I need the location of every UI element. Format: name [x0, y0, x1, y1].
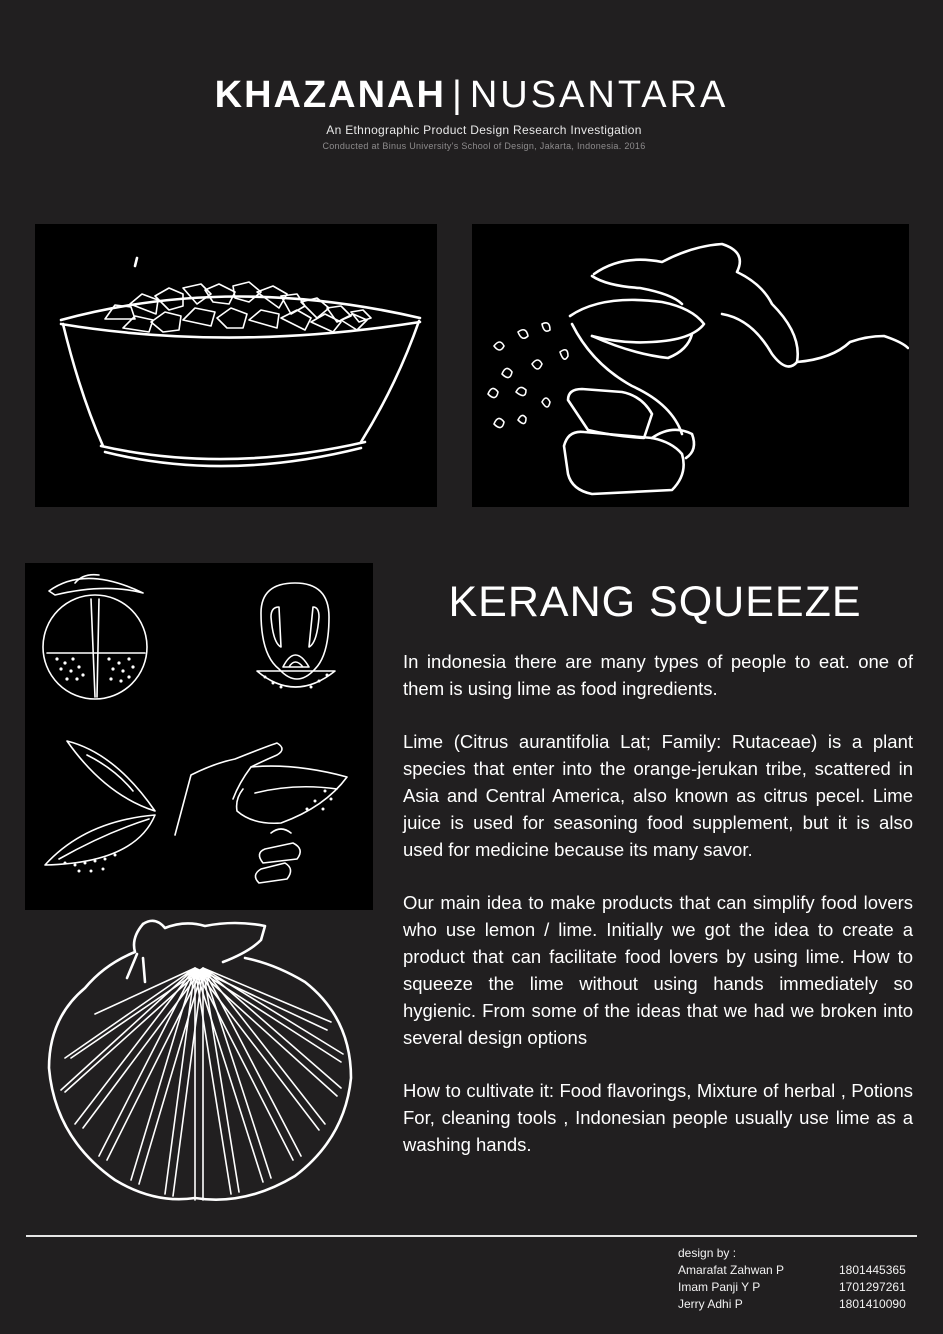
- paragraph-lime: Lime (Citrus aurantifolia Lat; Family: Rutaceae) is a plant species that enter into the orange-jerukan tribe, scattered in Asia and Central America, also known as citrus pecel. Lime juice is used for seasoning food supplement, but it is also used for medicine because its many savor.: [403, 731, 913, 860]
- brand-separator: |: [451, 74, 464, 116]
- shell-sketch-panel: [35, 918, 365, 1210]
- designer-id: 1801445365: [839, 1263, 906, 1277]
- shell-sketch-image: [35, 918, 365, 1210]
- brand-khazanah: KHAZANAH: [214, 74, 446, 116]
- footer-divider: [26, 1235, 917, 1237]
- paragraph-cultivate: How to cultivate it: Food flavorings, Mixture of herbal , Potions For, cleaning tools , Indonesian people usually use lime as a washing hands.: [403, 1080, 913, 1155]
- credits: [678, 1245, 914, 1313]
- credit-row: [678, 1262, 914, 1279]
- designer-name: Amarafat Zahwan P: [678, 1263, 785, 1277]
- concept-sketch-panel: [25, 563, 373, 910]
- hand-sketch-image: [472, 224, 909, 507]
- subtitle: An Ethnographic Product Design Research Investigation: [326, 123, 642, 137]
- brand-title: [0, 72, 943, 118]
- credit-row: [678, 1279, 914, 1296]
- designer-name: Jerry Adhi P: [678, 1297, 743, 1311]
- paragraph-intro: In indonesia there are many types of people to eat. one of them is using lime as food ingredients.: [403, 651, 913, 699]
- hand-sketch-panel: [472, 224, 909, 507]
- designer-id: 1701297261: [839, 1280, 906, 1294]
- paragraph-idea: Our main idea to make products that can simplify food lovers who use lemon / lime. Initially we got the idea to create a product that can facilitate food lovers by using lime. How to squeeze the lime without using hands immediately so hygienic. From some of the ideas that we had we broken into several design options: [403, 892, 913, 1048]
- credits-label: design by :: [678, 1246, 737, 1260]
- designer-name: Imam Panji Y P: [678, 1280, 761, 1294]
- credit-row: [678, 1296, 914, 1313]
- article-body: [403, 648, 913, 1158]
- bowl-sketch-image: [35, 224, 437, 507]
- brand-nusantara: NUSANTARA: [469, 74, 729, 116]
- designer-id: 1801410090: [839, 1297, 906, 1311]
- conducted-note: Conducted at Binus University's School of Design, Jakarta, Indonesia. 2016: [322, 141, 646, 151]
- concept-sketch-image: [25, 563, 373, 910]
- bowl-sketch-panel: [35, 224, 437, 507]
- article-title: KERANG SQUEEZE: [448, 578, 862, 626]
